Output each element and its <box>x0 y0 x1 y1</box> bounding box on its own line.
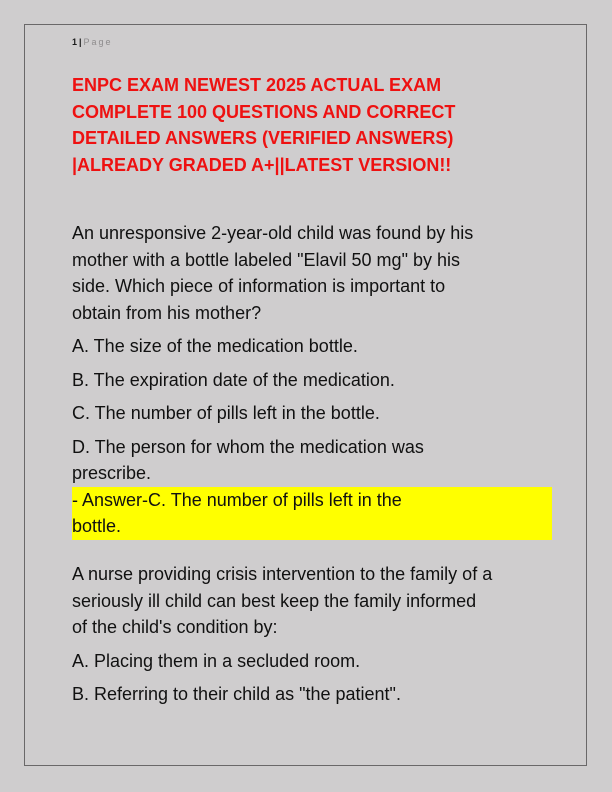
answer-continuation-line <box>72 513 552 540</box>
page-header <box>72 37 113 48</box>
title-line: DETAILED ANSWERS (VERIFIED ANSWERS) <box>72 128 454 148</box>
stem-line: mother with a bottle labeled "Elavil 50 mg" by his <box>72 249 460 270</box>
stem-line: A nurse providing crisis intervention to the family of a <box>72 564 493 584</box>
option-d <box>72 434 552 540</box>
page-label: Page <box>83 37 113 47</box>
question-1 <box>72 220 552 540</box>
stem-line: obtain from his mother? <box>72 302 262 323</box>
question-1-stem <box>72 220 552 326</box>
title-line: ENPC EXAM NEWEST 2025 ACTUAL EXAM <box>72 75 442 95</box>
option-b: B. Referring to their child as "the patient". <box>72 684 401 704</box>
stem-line: side. Which piece of information is important to <box>72 276 446 296</box>
answer-highlight: - Answer-C. The number of pills left in the <box>72 487 552 514</box>
option-c: C. The number of pills left in the bottle. <box>72 403 380 423</box>
document-title <box>72 72 542 178</box>
stem-line: An unresponsive 2-year-old child was found by his <box>72 223 474 243</box>
option-d-continuation: prescribe. <box>72 463 152 483</box>
page-number: 1 <box>72 37 78 47</box>
option-b: B. The expiration date of the medication. <box>72 369 395 390</box>
option-d-line: D. The person for whom the medication was <box>72 436 424 457</box>
title-line: COMPLETE 100 QUESTIONS AND CORRECT <box>72 101 456 122</box>
option-d-answer-line <box>72 460 552 513</box>
question-2 <box>72 561 552 708</box>
question-2-stem <box>72 561 552 641</box>
page-separator: | <box>79 37 82 47</box>
stem-line: seriously ill child can best keep the family informed <box>72 590 477 611</box>
stem-line: of the child's condition by: <box>72 617 278 637</box>
answer-highlight: bottle. <box>72 513 552 540</box>
option-a: A. Placing them in a secluded room. <box>72 650 361 671</box>
title-line: |ALREADY GRADED A+||LATEST VERSION!! <box>72 154 452 175</box>
option-a: A. The size of the medication bottle. <box>72 336 358 356</box>
